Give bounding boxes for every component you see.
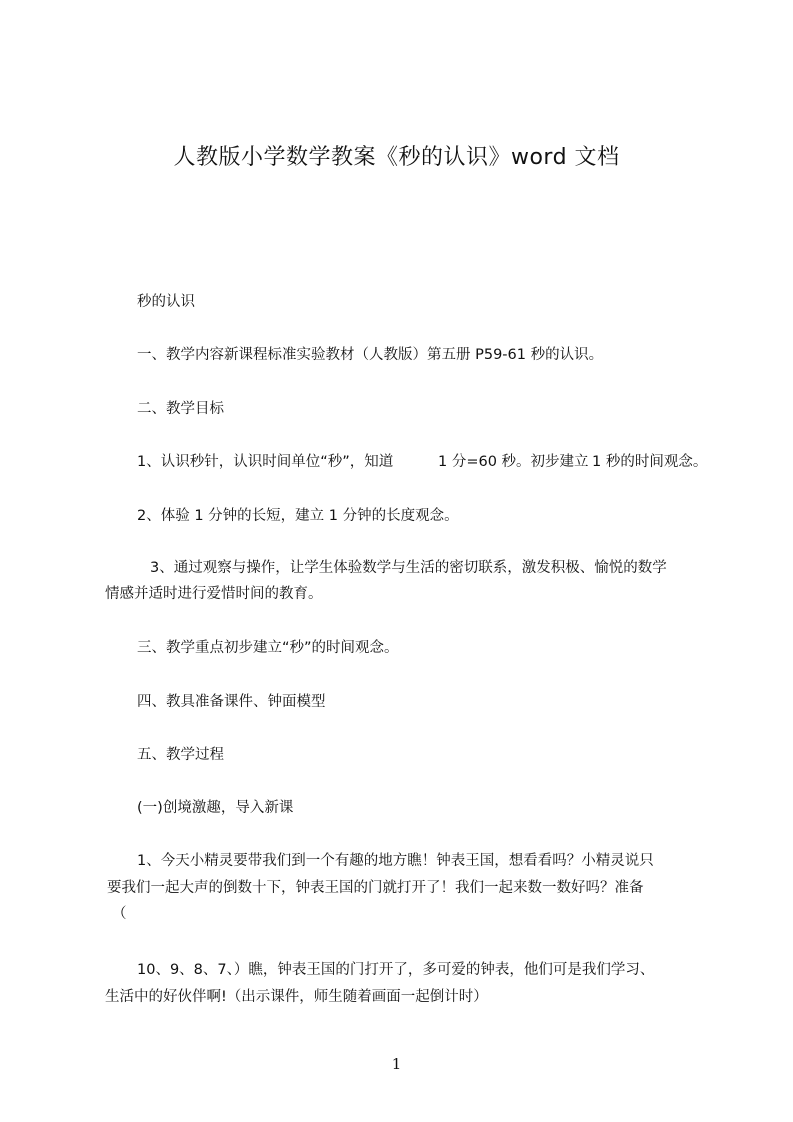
- paragraph-goal-3-line-1: 3、通过观察与操作，让学生体验数学与生活的密切联系，激发积极、愉悦的数学: [150, 560, 667, 576]
- paragraph-intro-line-3: （: [112, 906, 127, 922]
- page-number: 1: [391, 1055, 402, 1073]
- document-title: 人教版小学数学教案《秒的认识》word 文档: [173, 145, 620, 170]
- paragraph-goal-2: 2、体验 1 分钟的长短，建立 1 分钟的长度观念。: [137, 508, 459, 524]
- paragraph-countdown-line-1: 10、9、8、7、）瞧，钟表王国的门打开了，多可爱的钟表，他们可是我们学习、: [137, 962, 655, 978]
- paragraph-intro-line-1: 1、今天小精灵要带我们到一个有趣的地方瞧！钟表王国，想看看吗？小精灵说只: [137, 853, 654, 869]
- paragraph-goal-1-part-a: 1、认识秒针，认识时间单位“秒”，知道: [137, 454, 394, 470]
- paragraph-teaching-tools: 四、教具准备课件、钟面模型: [137, 694, 326, 710]
- paragraph-goal-1-part-c: 1 秒的时间观念。: [592, 454, 708, 470]
- paragraph-goals-title: 二、教学目标: [137, 401, 224, 417]
- paragraph-countdown-line-2: 生活中的好伙伴啊!（出示课件，师生随着画面一起倒计时）: [105, 989, 488, 1005]
- paragraph-goal-3-line-2: 情感并适时进行爱惜时间的教育。: [105, 586, 323, 602]
- paragraph-teaching-process: 五、教学过程: [137, 747, 224, 763]
- paragraph-intro-line-2: 要我们一起大声的倒数十下，钟表王国的门就打开了！我们一起来数一数好吗？准备: [107, 880, 644, 896]
- paragraph-teaching-content: 一、教学内容新课程标准实验教材（人教版）第五册 P59-61 秒的认识。: [137, 347, 604, 363]
- section-heading: 秒的认识: [137, 294, 195, 310]
- paragraph-key-points: 三、教学重点初步建立“秒”的时间观念。: [137, 640, 399, 656]
- paragraph-goal-1-part-b: 1 分=60 秒。初步建立: [438, 454, 589, 470]
- paragraph-step-1: (一)创境激趣，导入新课: [137, 800, 294, 816]
